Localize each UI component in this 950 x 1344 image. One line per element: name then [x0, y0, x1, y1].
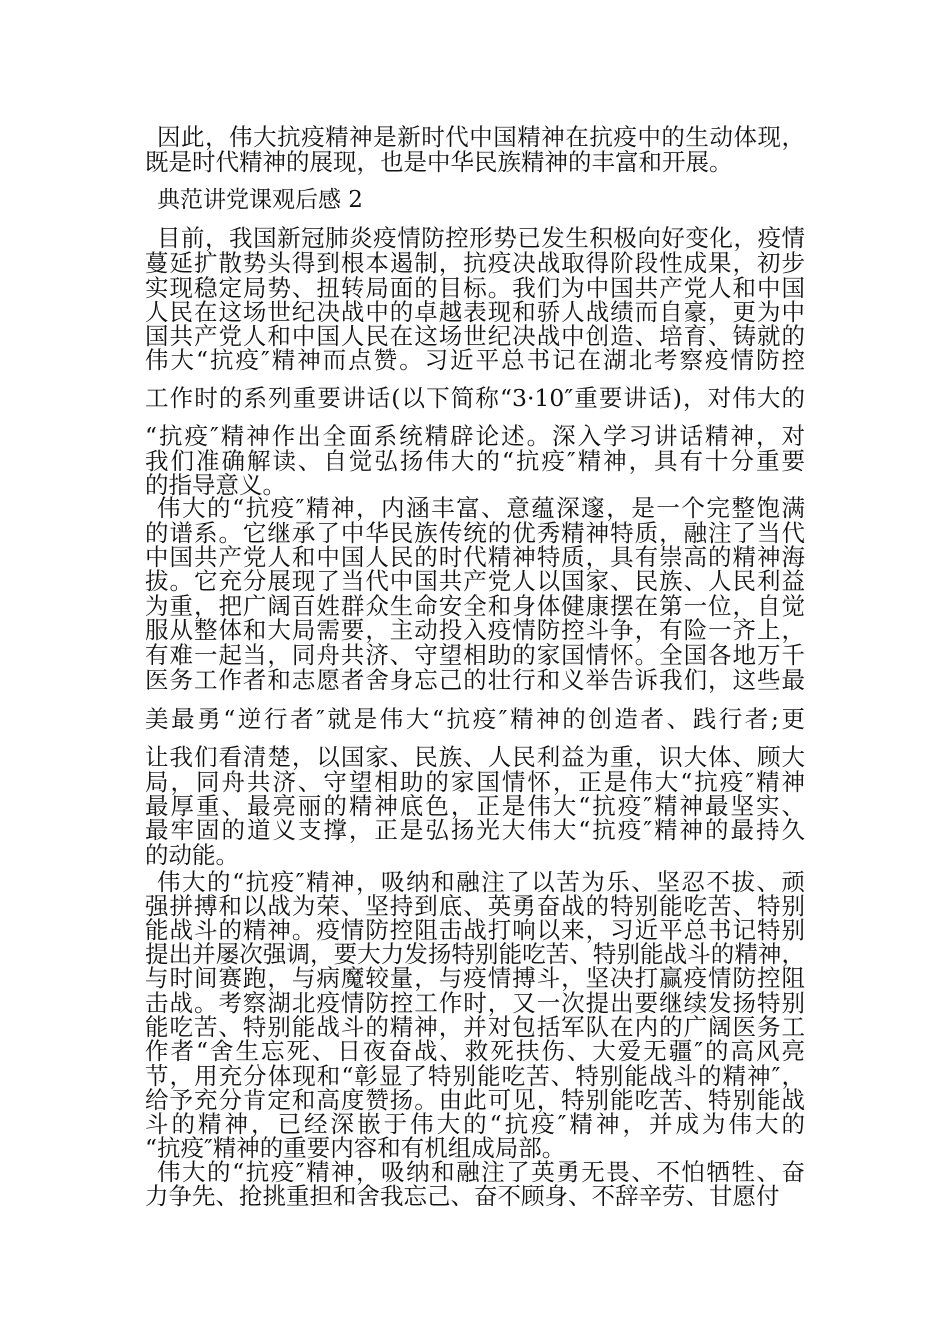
text-line: 国共产党人和中国人民在这场世纪决战中创造、培育、铸就的: [145, 322, 805, 350]
text-line: 中国共产党人和中国人民的时代精神特质，具有崇高的精神海: [145, 543, 805, 571]
text-line: 我们准确解读、自觉弘扬伟大的“抗疫″精神，具有十分重要: [145, 447, 805, 475]
text-line: 有难一起当，同舟共济、守望相助的家国情怀。全国各地万千: [145, 641, 805, 669]
text-line: 典范讲党课观后感 2: [157, 187, 363, 213]
text-line: “抗疫″精神的重要内容和有机组成局部。: [145, 1134, 566, 1162]
text-line: 与时间赛跑，与病魔较量，与疫情搏斗，坚决打赢疫情防控阻: [145, 964, 805, 992]
text-line: 力争先、抢挑重担和舍我忘己、奋不顾身、不辞辛劳、甘愿付: [145, 1182, 780, 1210]
text-line: 提出并屡次强调，要大力发扬特别能吃苦、特别能战斗的精神，: [145, 940, 805, 968]
text-line: 的指导意义。: [145, 471, 286, 499]
text-line: 蔓延扩散势头得到根本遏制，抗疫决战取得阶段性成果，初步: [145, 249, 805, 277]
text-line: 强拼搏和以战为荣、坚持到底、英勇奋战的特别能吃苦、特别: [145, 892, 805, 920]
text-line: “抗疫″精神作出全面系统精辟论述。深入学习讲话精神，对: [145, 422, 805, 450]
text-line: 的动能。: [145, 841, 239, 869]
text-line: 能吃苦、特别能战斗的精神，并对包括军队在内的广阔医务工: [145, 1013, 805, 1041]
text-line: 为重，把广阔百姓群众生命安全和身体健康摆在第一位，自觉: [145, 592, 805, 620]
text-line: 伟大的“抗疫″精神，吸纳和融注了以苦为乐、坚忍不拔、顽: [157, 868, 805, 896]
text-line: 因此，伟大抗疫精神是新时代中国精神在抗疫中的生动体现，: [157, 123, 805, 151]
text-line: 伟大“抗疫″精神而点赞。习近平总书记在湖北考察疫情防控: [145, 346, 805, 374]
text-line: 实现稳定局势、扭转局面的目标。我们为中国共产党人和中国: [145, 274, 805, 302]
text-line: 服从整体和大局需要，主动投入疫情防控斗争，有险一齐上，: [145, 616, 805, 644]
text-line: 美最勇“逆行者″就是伟大“抗疫″精神的创造者、践行者;更: [145, 705, 805, 733]
text-line: 最厚重、最亮丽的精神底色，正是伟大“抗疫″精神最坚实、: [145, 792, 805, 820]
text-line: 拔。它充分展现了当代中国共产党人以国家、民族、人民利益: [145, 567, 805, 595]
text-line: 目前，我国新冠肺炎疫情防控形势已发生积极向好变化，疫情: [157, 224, 805, 252]
text-line: 伟大的“抗疫″精神，吸纳和融注了英勇无畏、不怕牺牲、奋: [157, 1158, 805, 1186]
text-line: 医务工作者和志愿者舍身忘己的壮行和义举告诉我们，这些最: [145, 666, 805, 694]
text-line: 最牢固的道义支撑，正是弘扬光大伟大“抗疫″精神的最持久: [145, 816, 805, 844]
text-line: 给予充分肯定和高度赞扬。由此可见，特别能吃苦、特别能战: [145, 1086, 805, 1114]
text-line: 工作时的系列重要讲话(以下简称“3·10″重要讲话)，对伟大的: [145, 384, 805, 412]
text-line: 伟大的“抗疫″精神，内涵丰富、意蕴深邃，是一个完整饱满: [157, 494, 805, 522]
text-line: 作者“舍生忘死、日夜奋战、救死扶伤、大爱无疆″的高风亮: [145, 1037, 805, 1065]
text-line: 能战斗的精神。疫情防控阻击战打响以来，习近平总书记特别: [145, 916, 805, 944]
text-line: 局，同舟共济、守望相助的家国情怀，正是伟大“抗疫″精神: [145, 768, 805, 796]
text-line: 斗的精神，已经深嵌于伟大的“抗疫″精神，并成为伟大的: [145, 1110, 805, 1138]
text-line: 既是时代精神的展现，也是中华民族精神的丰富和开展。: [145, 148, 733, 176]
text-line: 击战。考察湖北疫情防控工作时，又一次提出要继续发扬特别: [145, 989, 805, 1017]
text-line: 人民在这场世纪决战中的卓越表现和骄人战绩而自豪，更为中: [145, 298, 805, 326]
text-line: 节，用充分体现和“彰显了特别能吃苦、特别能战斗的精神″，: [145, 1062, 805, 1090]
text-line: 的谱系。它继承了中华民族传统的优秀精神特质，融注了当代: [145, 519, 805, 547]
text-line: 让我们看清楚，以国家、民族、人民利益为重，识大体、顾大: [145, 743, 805, 771]
